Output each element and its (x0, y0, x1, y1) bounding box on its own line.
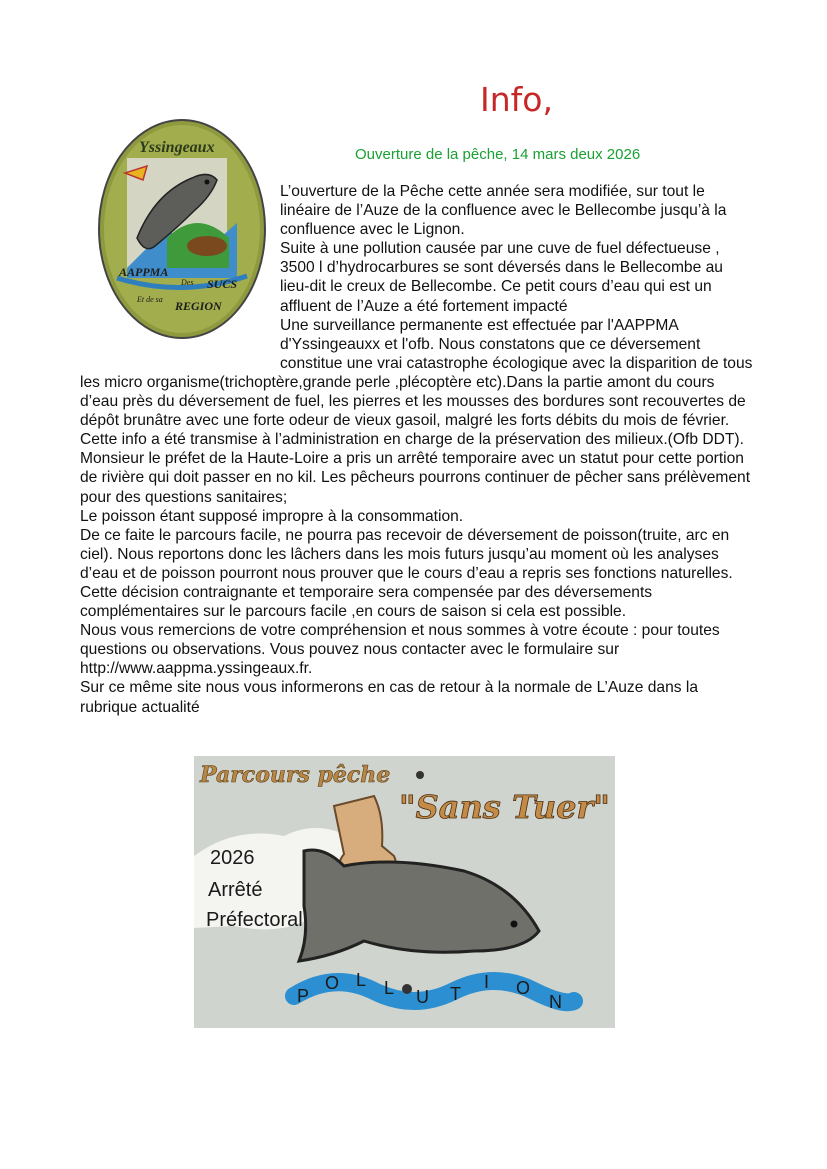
sign-heading: Parcours pêche (200, 762, 391, 788)
logo-line3: SUCS (207, 277, 238, 291)
paragraph: Sur ce même site nous vous informerons en cas de retour à la normale de L’Auze dans la rubrique actualité (80, 679, 699, 716)
logo-line2: Des (181, 278, 194, 287)
banner-letter: T (450, 984, 461, 1004)
logo-top-text: Yssingeaux (139, 139, 215, 156)
sign-year: 2026 (210, 847, 255, 869)
page-title: Info, (480, 80, 553, 119)
logo-wrap-spacer (80, 182, 280, 370)
page-subtitle: Ouverture de la pêche, 14 mars deux 2026 (355, 146, 641, 163)
banner-letter: O (516, 978, 531, 998)
logo-line1: AAPPMA (119, 265, 169, 279)
paragraph: De ce faite le parcours facile, ne pourra pas recevoir de déversement de poisson(truite, arc en ciel). Nous reportons donc les lâchers dans les mois futurs jusqu’au moment où les analyses d’eau et de poisson pourront nous prouver que le cours d’eau a repris ses fonctions naturelles. (80, 526, 733, 582)
paragraph: L’ouverture de la Pêche cette année sera modifiée, sur tout le linéaire de l’Auze de la confluence avec le Bellecombe jusqu’à la confluence avec le Lignon. (280, 183, 727, 239)
paragraph: Le poisson étant supposé impropre à la consommation. (80, 507, 464, 525)
banner-letter: U (416, 987, 429, 1007)
banner-letter: N (549, 992, 562, 1012)
banner-letter: I (484, 972, 490, 992)
paragraph: Cette décision contraignante et temporaire sera compensée par des déversements complémentaires sur le parcours facile ,en cours de saison si cela est possible. (80, 583, 653, 621)
sign-decree-line2: Préfectoral (206, 909, 303, 931)
paragraph: Nous vous remercions de votre compréhension et nous sommes à votre écoute : pour toutes questions ou observations. Vous pouvez nous contacter avec le formulaire sur http://www.aappma.yssingeaux.fr. (80, 622, 720, 678)
banner-letter: O (325, 973, 340, 993)
banner-letter: P (297, 986, 310, 1006)
article-body (80, 182, 755, 717)
banner-letter: L (356, 970, 367, 990)
sign-decree-line1: Arrêté (208, 879, 263, 901)
paragraph: Suite à une pollution causée par une cuve de fuel défectueuse , 3500 l d’hydrocarbures se sont déversés dans le Bellecombe au lieu-dit le creux de Bellecombe. Ce petit cours d’eau qui est un affluent de l’Auze a été fortement impacté (280, 240, 723, 315)
paragraph: Une surveillance permanente est effectuée par l'AAPPMA d'Yssingeauxx et l'ofb. Nous constatons que ce déversement constitue une vrai catastrophe écologique avec la disparition de tous les micro organisme(trichoptère,grande perle ,plécoptère etc).Dans la partie amont du cours d’eau près du déversement de fuel, les pierres et les mousses des bordures sont recouvertes de dépôt brunâtre avec une forte odeur de vieux gasoil, malgré les forts débits du mois de février. Cette info a été transmise à l’administration en charge de la préservation des milieux.(Ofb DDT). Monsieur le préfet de la Haute-Loire a pris un arrêté temporaire avec un statut pour cette portion de rivière qui doit passer en no kil. Les pêcheurs pourrons continuer de pêcher sans prélèvement pour des questions sanitaires; (80, 316, 753, 506)
sign-slogan: "Sans Tuer" (399, 788, 610, 826)
banner-letter: L (384, 978, 395, 998)
no-kill-sign-photo (194, 756, 615, 1028)
logo-line5: REGION (175, 299, 222, 313)
logo-line4: Et de sa (137, 295, 163, 304)
